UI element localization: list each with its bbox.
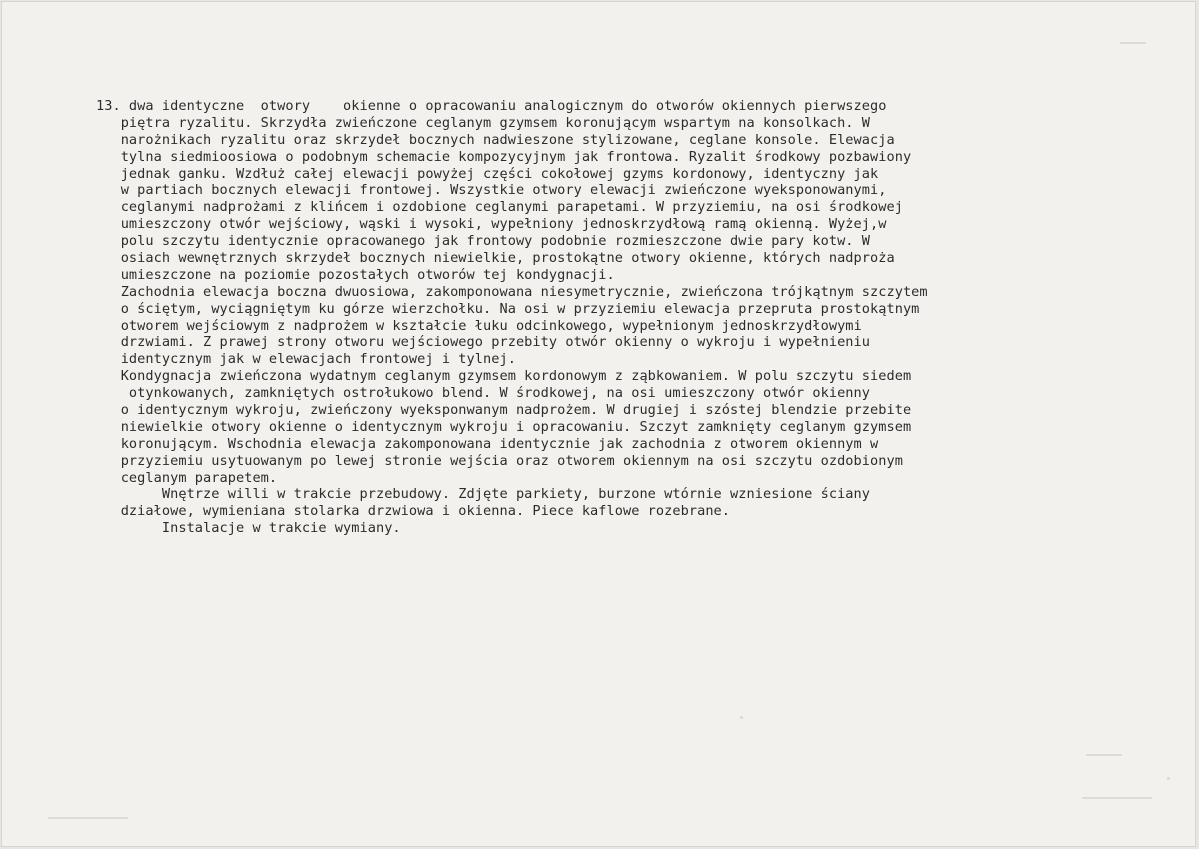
scan-speck	[1120, 42, 1146, 44]
text-line: osiach wewnętrznych skrzydeł bocznych niewielkie, prostokątne otwory okienne, których nadproża	[96, 250, 895, 267]
text-line: umieszczone na poziomie pozostałych otworów tej kondygnacji.	[96, 266, 615, 283]
scan-speck	[1082, 797, 1152, 799]
text-line: otynkowanych, zamkniętych ostrołukowo blend. W środkowej, na osi umieszczony otwór okienny	[96, 385, 871, 402]
text-line: w partiach bocznych elewacji frontowej. Wszystkie otwory elewacji zwieńczone wyeksponowanymi,	[96, 182, 887, 199]
page-text-block	[96, 98, 1156, 537]
text-line: narożnikach ryzalitu oraz skrzydeł bocznych nadwieszone stylizowane, ceglane konsole. Elewacja	[96, 131, 895, 148]
text-line: piętra ryzalitu. Skrzydła zwieńczone ceglanym gzymsem koronującym wspartym na konsolkach. W	[96, 114, 871, 131]
text-line: niewielkie otwory okienne o identycznym wykroju i opracowaniu. Szczyt zamknięty ceglanym gzymsem	[96, 418, 912, 435]
text-line: działowe, wymieniana stolarka drzwiowa i okienna. Piece kaflowe rozebrane.	[96, 503, 731, 520]
scan-speck	[48, 817, 128, 819]
text-line: identycznym jak w elewacjach frontowej i tylnej.	[96, 351, 516, 368]
text-line: 13. dwa identyczne otwory okienne o opracowaniu analogicznym do otworów okiennych pierwszego	[96, 98, 887, 114]
scan-speck	[1086, 754, 1122, 756]
text-line: Kondygnacja zwieńczona wydatnym ceglanym gzymsem kordonowym z ząbkowaniem. W polu szczytu siedem	[96, 368, 912, 385]
text-line: o ściętym, wyciągniętym ku górze wierzchołku. Na osi w przyziemiu elewacja przeprutа prostokątnym	[96, 300, 920, 317]
text-line: jednak ganku. Wzdłuż całej elewacji powyżej części cokołowej gzyms kordonowy, identyczny jak	[96, 165, 879, 182]
text-line: ceglanym parapetem.	[96, 469, 278, 486]
text-line: o identycznym wykroju, zwieńczony wyeksponwanym nadprożem. W drugiej i szóstej blendzie przebite	[96, 402, 912, 419]
document-page	[1, 1, 1196, 847]
text-line: tylna siedmioosiowa o podobnym schemacie kompozycyjnym jak frontowa. Ryzalit środkowy pozbawiony	[96, 148, 912, 165]
scan-speck	[740, 716, 743, 719]
text-line: otworem wejściowym z nadprożem w kształcie łuku odcinkowego, wypełnionym jednoskrzydłowymi	[96, 317, 862, 334]
text-line: Instalacje w trakcie wymiany.	[96, 520, 401, 537]
text-line: drzwiami. Z prawej strony otworu wejściowego przebity otwór okienny o wykroju i wypełnieniu	[96, 334, 871, 351]
text-line: koronującym. Wschodnia elewacja zakomponowana identycznie jak zachodnia z otworem okiennym w	[96, 435, 879, 452]
text-line: Zachodnia elewacja boczna dwuosiowa, zakomponowana niesymetrycznie, zwieńczona trójkątnym szczytem	[96, 283, 928, 300]
scan-speck	[1167, 777, 1170, 780]
text-line: polu szczytu identycznie opracowanego jak frontowy podobnie rozmieszczone dwie pary kotw. W	[96, 233, 871, 250]
text-line: przyziemiu usytuowanym po lewej stronie wejścia oraz otworem okiennym na osi szczytu ozdobionym	[96, 452, 903, 469]
text-line: ceglanymi nadprożami z klińcem i ozdobione ceglanymi parapetami. W przyziemiu, na osi środkowej	[96, 199, 903, 216]
text-line: umieszczony otwór wejściowy, wąski i wysoki, wypełniony jednoskrzydłową ramą okienną. Wyżej,w	[96, 216, 887, 233]
text-line: Wnętrze willi w trakcie przebudowy. Zdjęte parkiety, burzone wtórnie wzniesione ściany	[96, 486, 871, 503]
